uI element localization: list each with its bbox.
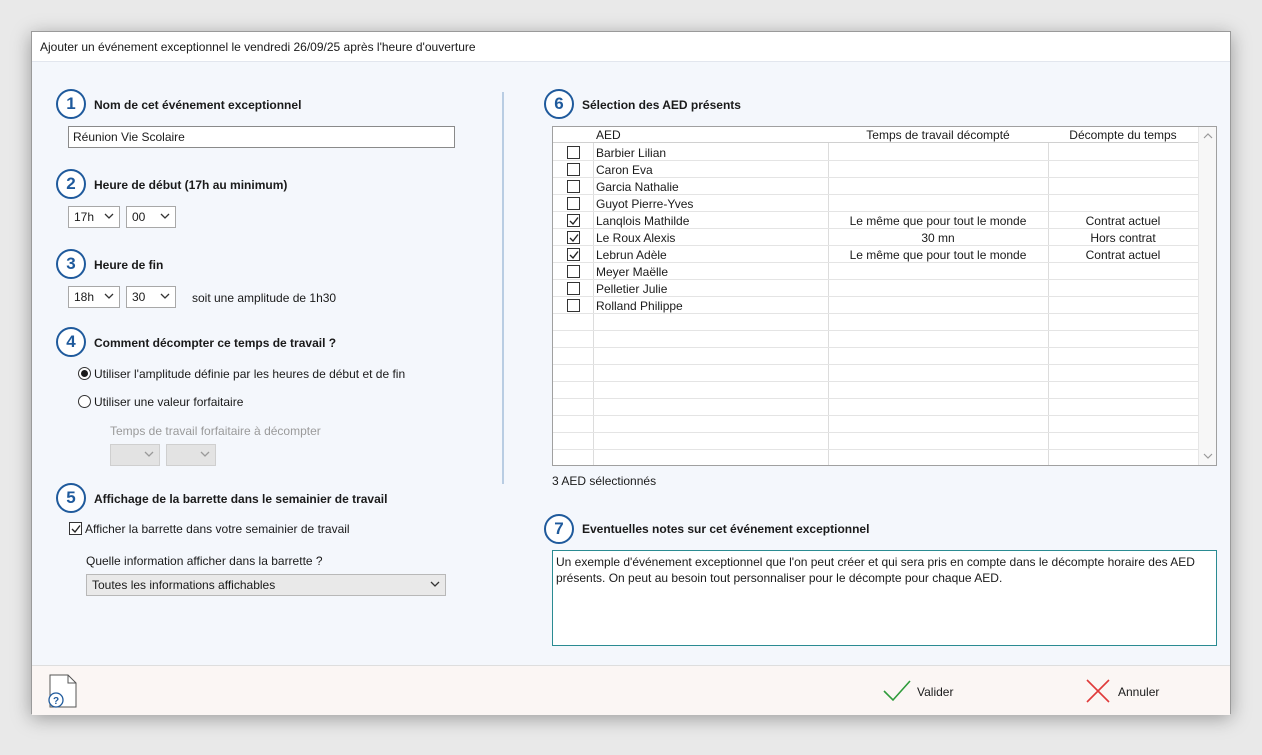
chevron-down-icon	[159, 210, 171, 222]
table-row-empty	[553, 433, 1198, 450]
aed-row-checkbox[interactable]	[567, 180, 580, 193]
aed-time-count: Contrat actuel	[1085, 248, 1161, 262]
aed-row-checkbox[interactable]	[567, 214, 580, 227]
bar-info-select[interactable]	[86, 574, 446, 596]
help-document-icon[interactable]	[46, 674, 78, 708]
radio-flat-value-label[interactable]: Utiliser une valeur forfaitaire	[94, 395, 244, 409]
table-row-empty	[553, 399, 1198, 416]
table-row[interactable]	[553, 212, 1198, 229]
start-minute-select[interactable]	[126, 206, 176, 228]
start-hour-value: 17h	[74, 210, 95, 224]
table-row[interactable]	[553, 195, 1198, 212]
end-hour-select[interactable]	[68, 286, 120, 308]
aed-name: Caron Eva	[596, 163, 653, 177]
notes-line-1: Un exemple d'événement exceptionnel que l'on peut créer et qui sera pris en compte dans le décompte horaire des AED	[556, 555, 1195, 569]
aed-table-header	[553, 127, 1198, 143]
aed-name: Lanqlois Mathilde	[596, 214, 690, 228]
table-row[interactable]	[553, 229, 1198, 246]
radio-flat-value[interactable]	[78, 395, 91, 408]
chevron-down-icon	[103, 210, 115, 222]
notes-textarea[interactable]	[552, 550, 1217, 646]
section-4-title: Comment décompter ce temps de travail ?	[94, 336, 337, 350]
section-7-title: Eventuelles notes sur cet événement exceptionnel	[582, 522, 870, 536]
dialog-footer	[32, 665, 1230, 715]
step-1-badge: 1	[56, 89, 86, 119]
step-6-badge: 6	[544, 89, 574, 119]
bar-info-question: Quelle information afficher dans la barrette ?	[86, 554, 323, 568]
chevron-down-icon	[103, 290, 115, 302]
aed-row-checkbox[interactable]	[567, 231, 580, 244]
dialog-title: Ajouter un événement exceptionnel le vendredi 26/09/25 après l'heure d'ouverture	[32, 32, 1230, 62]
flat-minute-select[interactable]	[166, 444, 216, 466]
step-5-badge: 5	[56, 483, 86, 513]
table-row[interactable]	[553, 161, 1198, 178]
svg-text:?: ?	[52, 696, 60, 707]
cancel-button[interactable]: Annuler	[1118, 685, 1160, 699]
validate-button[interactable]: Valider	[917, 685, 954, 699]
aed-time-count: Hors contrat	[1090, 231, 1156, 245]
aed-row-checkbox[interactable]	[567, 282, 580, 295]
aed-name: Barbier Lilian	[596, 146, 667, 160]
scroll-up-icon[interactable]	[1203, 131, 1213, 141]
aed-name: Garcia Nathalie	[596, 180, 679, 194]
aed-name: Pelletier Julie	[596, 282, 668, 296]
checkmark-icon	[70, 523, 82, 535]
table-row[interactable]	[553, 297, 1198, 314]
aed-row-checkbox[interactable]	[567, 197, 580, 210]
section-2-title: Heure de début (17h au minimum)	[94, 178, 288, 192]
step-2-badge: 2	[56, 169, 86, 199]
aed-name: Lebrun Adèle	[596, 248, 667, 262]
chevron-down-icon	[199, 448, 211, 460]
vertical-divider	[502, 92, 504, 484]
chevron-down-icon	[429, 578, 441, 590]
column-header-count[interactable]: Décompte du temps	[1069, 128, 1177, 142]
column-header-aed[interactable]: AED	[596, 128, 621, 142]
aed-row-checkbox[interactable]	[567, 163, 580, 176]
table-row-empty	[553, 365, 1198, 382]
step-4-badge: 4	[56, 327, 86, 357]
aed-worked-time: 30 mn	[921, 231, 955, 245]
radio-amplitude-label[interactable]: Utiliser l'amplitude définie par les heures de début et de fin	[94, 367, 406, 381]
section-1-title: Nom de cet événement exceptionnel	[94, 98, 302, 112]
aed-name: Rolland Philippe	[596, 299, 683, 313]
check-icon[interactable]	[882, 679, 912, 703]
show-bar-checkbox[interactable]	[69, 522, 82, 535]
end-hour-value: 18h	[74, 290, 95, 304]
table-row[interactable]	[553, 280, 1198, 297]
checkmark-icon	[568, 215, 580, 227]
aed-row-checkbox[interactable]	[567, 299, 580, 312]
show-bar-label[interactable]: Afficher la barrette dans votre semainier de travail	[85, 522, 350, 536]
table-row[interactable]	[553, 178, 1198, 195]
table-row-empty	[553, 348, 1198, 365]
checkmark-icon	[568, 232, 580, 244]
start-hour-select[interactable]	[68, 206, 120, 228]
chevron-down-icon	[143, 448, 155, 460]
step-3-badge: 3	[56, 249, 86, 279]
section-6-title: Sélection des AED présents	[582, 98, 741, 112]
aed-name: Guyot Pierre-Yves	[596, 197, 694, 211]
aed-time-count: Contrat actuel	[1085, 214, 1161, 228]
section-3-title: Heure de fin	[94, 258, 164, 272]
scroll-down-icon[interactable]	[1203, 451, 1213, 461]
radio-amplitude[interactable]	[78, 367, 91, 380]
aed-worked-time: Le même que pour tout le monde	[849, 248, 1027, 262]
table-row[interactable]	[553, 144, 1198, 161]
event-name-input[interactable]: Réunion Vie Scolaire	[68, 126, 455, 148]
selected-count: 3 AED sélectionnés	[552, 474, 657, 488]
table-row-empty	[553, 331, 1198, 348]
notes-line-2: présents. On peut au besoin tout personnaliser pour le décompte pour chaque AED.	[556, 571, 1003, 585]
table-row[interactable]	[553, 263, 1198, 280]
aed-row-checkbox[interactable]	[567, 265, 580, 278]
aed-name: Le Roux Alexis	[596, 231, 676, 245]
table-row-empty	[553, 416, 1198, 433]
table-scrollbar[interactable]	[1198, 127, 1216, 465]
chevron-down-icon	[159, 290, 171, 302]
table-row[interactable]	[553, 246, 1198, 263]
end-minute-value: 30	[132, 290, 146, 304]
start-minute-value: 00	[132, 210, 146, 224]
flat-time-label: Temps de travail forfaitaire à décompter	[110, 424, 321, 438]
step-7-badge: 7	[544, 514, 574, 544]
aed-row-checkbox[interactable]	[567, 146, 580, 159]
table-row-empty	[553, 450, 1198, 466]
column-header-time[interactable]: Temps de travail décompté	[866, 128, 1010, 142]
aed-table	[552, 126, 1217, 466]
table-row-empty	[553, 382, 1198, 399]
event-dialog	[31, 31, 1231, 714]
bar-info-value: Toutes les informations affichables	[92, 578, 276, 592]
checkmark-icon	[568, 249, 580, 261]
flat-hour-select[interactable]	[110, 444, 160, 466]
table-row-empty	[553, 314, 1198, 331]
aed-worked-time: Le même que pour tout le monde	[849, 214, 1027, 228]
amplitude-text: soit une amplitude de 1h30	[192, 291, 337, 305]
cross-icon[interactable]	[1085, 678, 1111, 704]
section-5-title: Affichage de la barrette dans le semainier de travail	[94, 492, 388, 506]
aed-name: Meyer Maëlle	[596, 265, 669, 279]
end-minute-select[interactable]	[126, 286, 176, 308]
aed-row-checkbox[interactable]	[567, 248, 580, 261]
